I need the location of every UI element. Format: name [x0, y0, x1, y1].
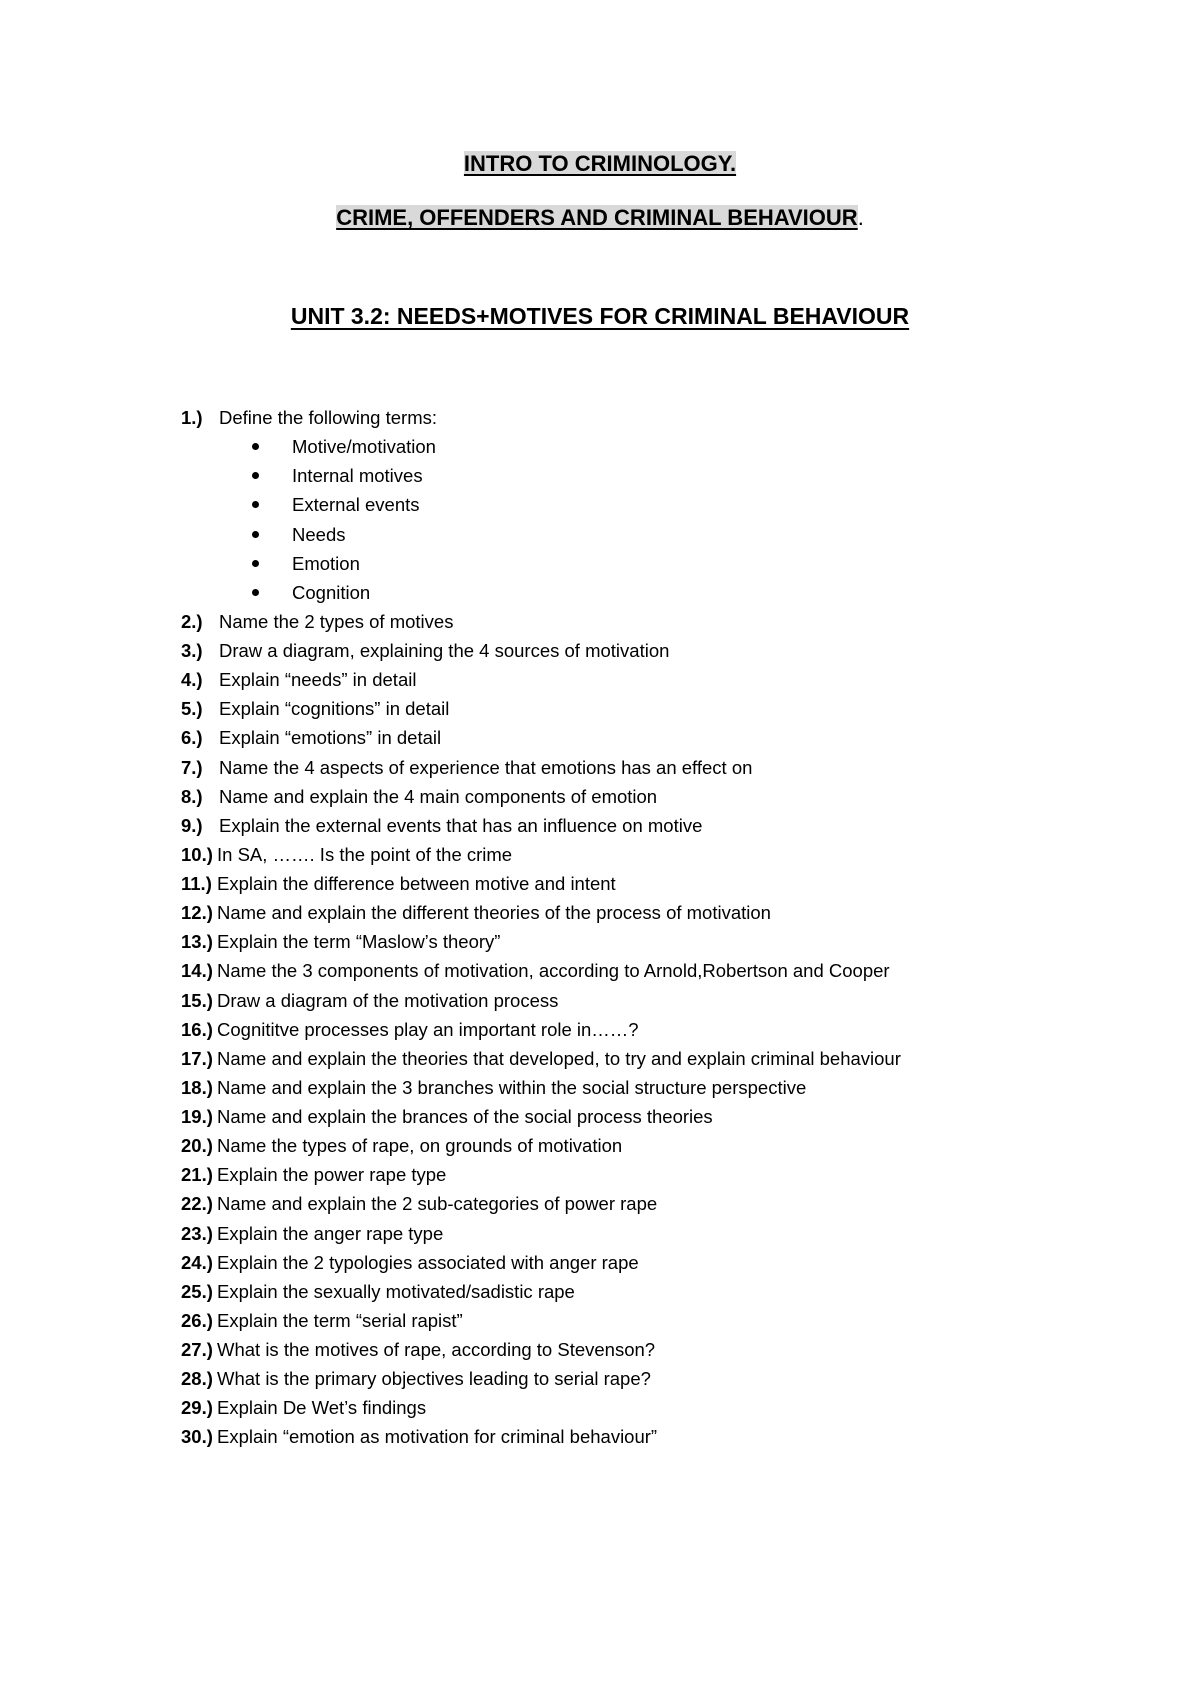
question-text: Explain the anger rape type [217, 1222, 444, 1244]
bullet-icon [252, 531, 259, 538]
question-item [0, 1277, 1200, 1306]
question-number: 23.) [181, 1222, 213, 1244]
question-text: Explain “needs” in detail [219, 669, 417, 691]
question-item [0, 840, 1200, 869]
question-item [0, 1015, 1200, 1044]
term-list-container [0, 432, 1200, 607]
question-list [0, 403, 1200, 1452]
question-text: Cognititve processes play an important role in……? [217, 1018, 639, 1040]
question-number: 22.) [181, 1193, 213, 1215]
question-text: Define the following terms: [219, 407, 437, 428]
question-text: Name and explain the brances of the social process theories [217, 1106, 713, 1127]
title-line-1: INTRO TO CRIMINOLOGY. [463, 151, 737, 176]
question-item [0, 1189, 1200, 1218]
question-text: Name the 2 types of motives [219, 610, 454, 632]
question-number: 20.) [181, 1135, 213, 1157]
question-number: 3.) [181, 640, 203, 661]
question-text: Explain the external events that has an influence on motive [219, 814, 703, 836]
term-item [0, 432, 1200, 461]
question-item [0, 753, 1200, 782]
question-item [0, 1364, 1200, 1393]
question-text: Explain “emotions” in detail [219, 727, 442, 749]
question-number: 8.) [181, 785, 203, 807]
document-title [0, 150, 1200, 178]
term-list [0, 432, 1200, 607]
question-number: 24.) [181, 1251, 213, 1273]
question-item [0, 1306, 1200, 1335]
question-text: Explain “emotion as motivation for criminal behaviour” [217, 1426, 658, 1448]
question-text: Name and explain the 2 sub-categories of power rape [217, 1193, 658, 1215]
question-item [0, 1219, 1200, 1248]
question-item [0, 636, 1200, 665]
question-item [0, 956, 1200, 985]
question-item [0, 1393, 1200, 1422]
question-number: 26.) [181, 1309, 213, 1331]
question-number: 14.) [181, 960, 213, 982]
question-item [0, 723, 1200, 752]
question-item [0, 927, 1200, 956]
question-number: 27.) [181, 1339, 213, 1360]
question-text: Name the 4 aspects of experience that emotions has an effect on [219, 756, 753, 778]
question-item [0, 1335, 1200, 1364]
question-number: 1.) [181, 407, 203, 428]
question-item [0, 1073, 1200, 1102]
term-text: Internal motives [292, 465, 423, 487]
question-text: Explain the power rape type [217, 1164, 447, 1186]
question-text: Explain De Wet’s findings [217, 1397, 427, 1419]
question-text: Explain the sexually motivated/sadistic rape [217, 1280, 575, 1302]
question-number: 2.) [181, 610, 203, 632]
question-text: What is the primary objectives leading to serial rape? [217, 1368, 651, 1390]
question-number: 29.) [181, 1397, 213, 1419]
unit-title: UNIT 3.2: NEEDS+MOTIVES FOR CRIMINAL BEHAVIOUR [290, 303, 910, 329]
question-text: In SA, ……. Is the point of the crime [217, 843, 513, 865]
question-number: 11.) [181, 873, 212, 894]
question-number: 21.) [181, 1164, 213, 1186]
question-text: Explain the term “serial rapist” [217, 1309, 463, 1331]
unit-heading [0, 302, 1200, 330]
question-number: 16.) [181, 1018, 213, 1040]
title-line-2: CRIME, OFFENDERS AND CRIMINAL BEHAVIOUR [336, 205, 858, 230]
question-item [0, 782, 1200, 811]
question-text: Explain “cognitions” in detail [219, 698, 450, 720]
title-line-2-period: . [857, 205, 864, 230]
question-number: 4.) [181, 669, 203, 691]
question-text: Name the 3 components of motivation, according to Arnold,Robertson and Cooper [217, 960, 890, 982]
term-item [0, 549, 1200, 578]
question-item [0, 1102, 1200, 1131]
term-text: Cognition [292, 581, 371, 603]
term-item [0, 578, 1200, 607]
bullet-icon [252, 589, 259, 596]
question-item [0, 1044, 1200, 1073]
question-text: Draw a diagram of the motivation process [217, 989, 559, 1011]
question-item [0, 1248, 1200, 1277]
question-number: 17.) [181, 1047, 213, 1069]
term-item [0, 490, 1200, 519]
question-text: Name and explain the different theories of the process of motivation [217, 902, 771, 924]
question-item [0, 607, 1200, 636]
question-item [0, 869, 1200, 898]
question-text: Explain the 2 typologies associated with anger rape [217, 1251, 639, 1273]
question-text: Name and explain the 3 branches within the social structure perspective [217, 1076, 807, 1098]
question-item [0, 403, 1200, 432]
question-item [0, 1131, 1200, 1160]
question-number: 9.) [181, 814, 203, 836]
question-number: 5.) [181, 698, 203, 720]
question-number: 13.) [181, 931, 213, 953]
question-number: 10.) [181, 843, 213, 865]
question-number: 25.) [181, 1280, 213, 1302]
question-number: 7.) [181, 756, 203, 778]
term-item [0, 461, 1200, 490]
question-text: Name and explain the theories that developed, to try and explain criminal behaviour [217, 1047, 901, 1069]
question-text: Draw a diagram, explaining the 4 sources of motivation [219, 640, 670, 661]
question-number: 12.) [181, 902, 213, 924]
question-item [0, 1160, 1200, 1189]
question-number: 6.) [181, 727, 203, 749]
term-text: Motive/motivation [292, 436, 436, 458]
question-item [0, 811, 1200, 840]
question-text: Explain the difference between motive and intent [217, 873, 616, 894]
question-text: What is the motives of rape, according to Stevenson? [217, 1339, 656, 1360]
term-text: Emotion [292, 552, 360, 574]
question-item [0, 665, 1200, 694]
question-item [0, 898, 1200, 927]
question-number: 15.) [181, 989, 213, 1011]
question-text: Explain the term “Maslow’s theory” [217, 931, 501, 953]
bullet-icon [252, 443, 259, 450]
question-number: 30.) [181, 1426, 213, 1448]
bullet-icon [252, 472, 259, 479]
question-item [0, 694, 1200, 723]
term-text: External events [292, 494, 420, 516]
question-number: 18.) [181, 1076, 213, 1098]
question-item [0, 986, 1200, 1015]
term-text: Needs [292, 523, 346, 545]
question-number: 19.) [181, 1106, 213, 1127]
bullet-icon [252, 560, 259, 567]
question-text: Name and explain the 4 main components of emotion [219, 785, 658, 807]
document-subtitle [0, 204, 1200, 232]
bullet-icon [252, 501, 259, 508]
question-number: 28.) [181, 1368, 213, 1390]
question-item [0, 1422, 1200, 1451]
question-text: Name the types of rape, on grounds of motivation [217, 1135, 623, 1157]
term-item [0, 520, 1200, 549]
